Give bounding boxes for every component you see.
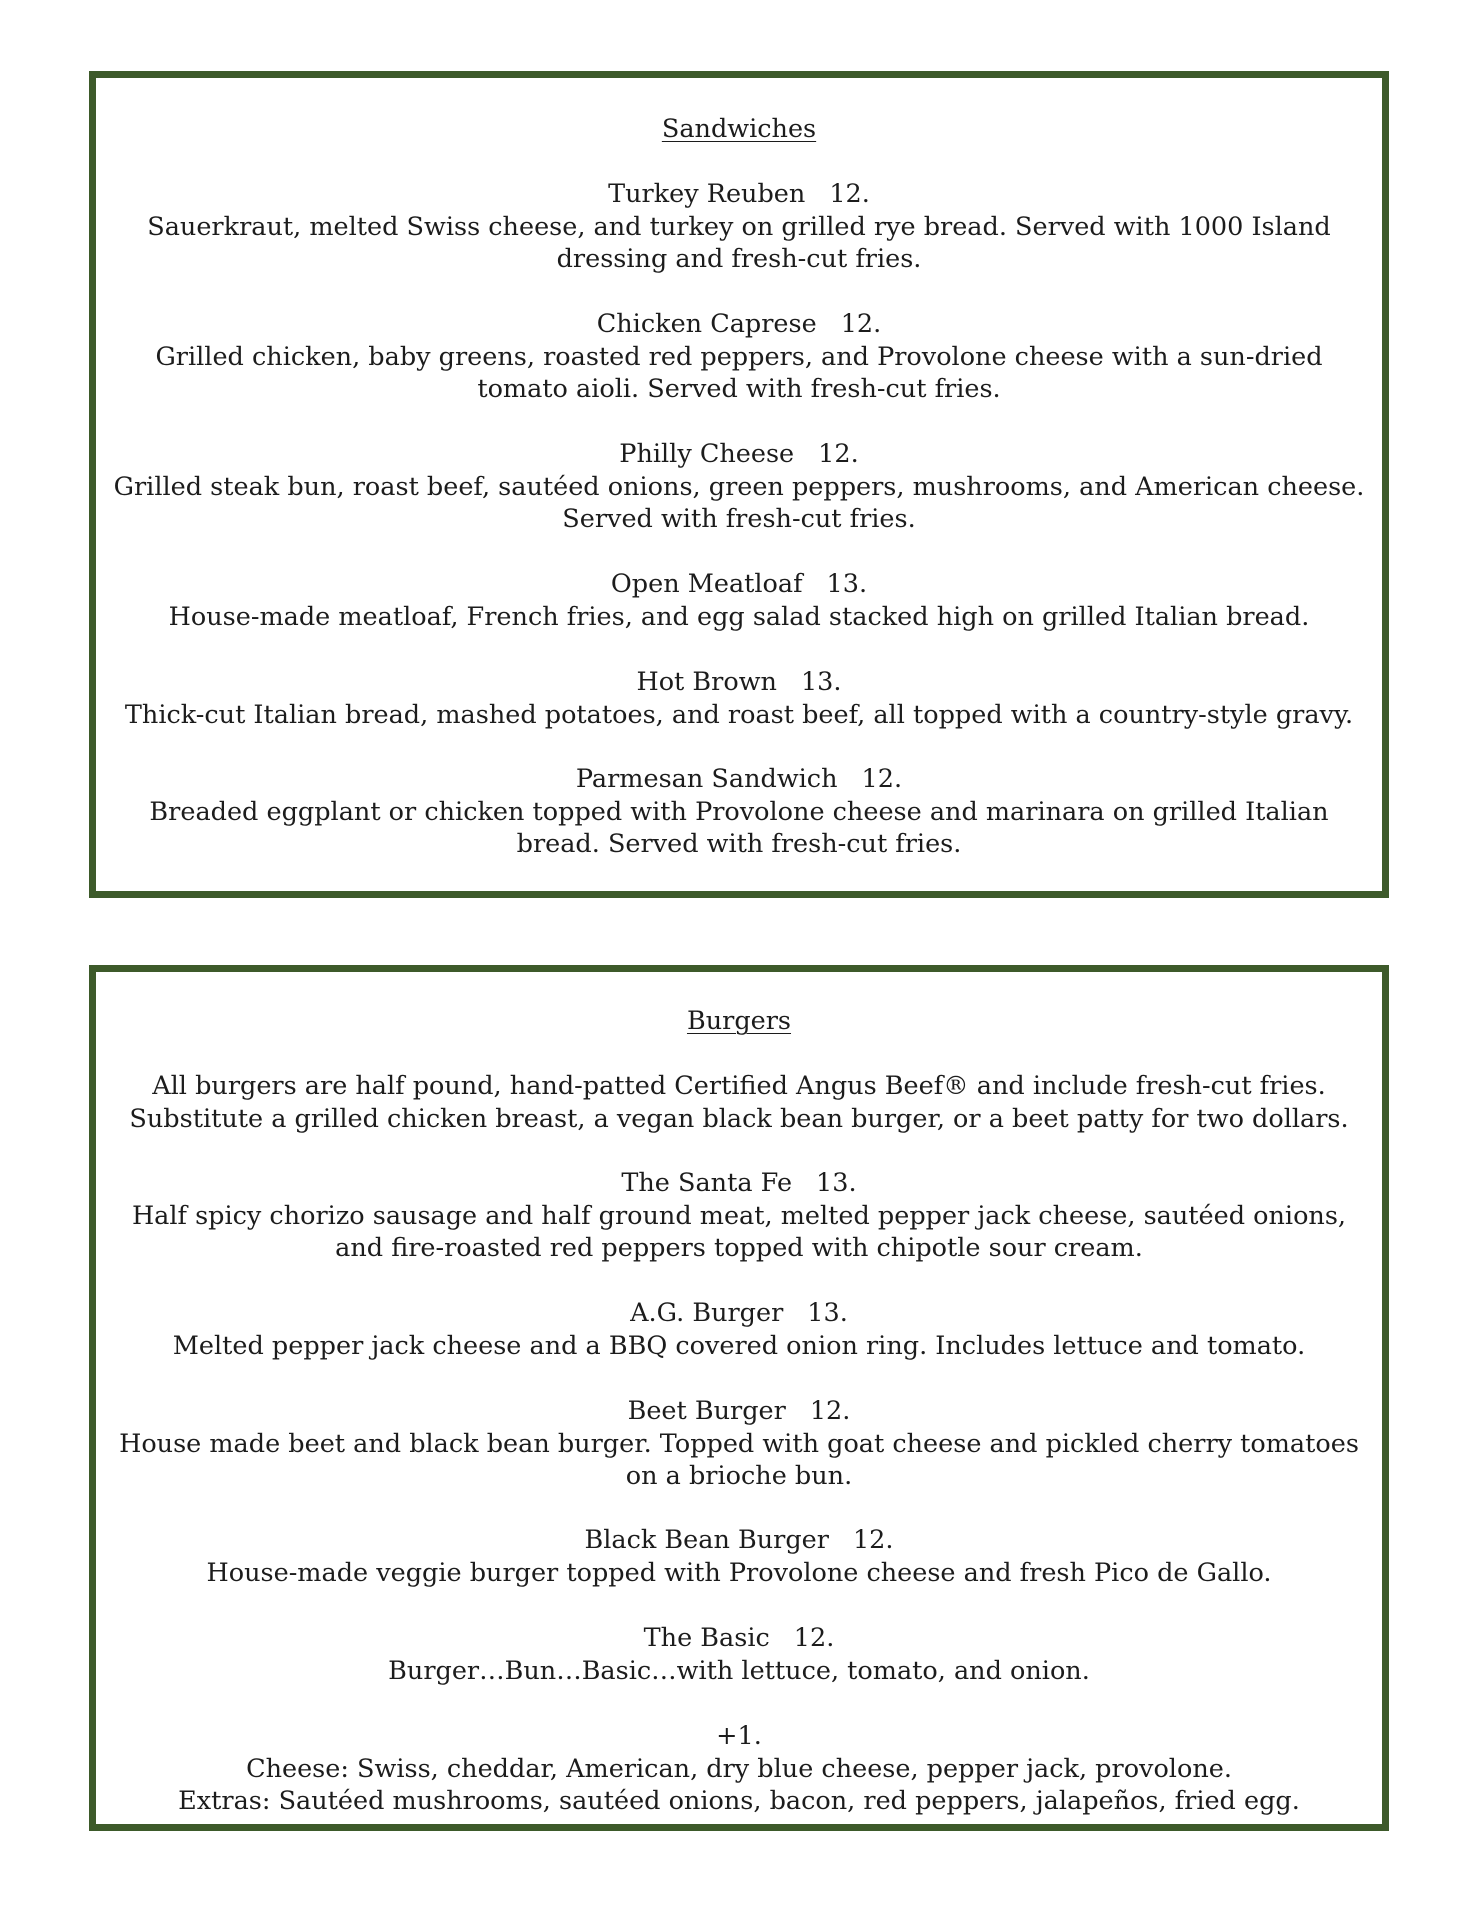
item-description: Grilled steak bun, roast beef, sautéed onions, green peppers, mushrooms, and American cheese. Served with fresh-cut fries.	[113, 471, 1365, 534]
item-name: Turkey Reuben	[608, 179, 806, 209]
item-name: Beet Burger	[627, 1396, 786, 1426]
item-description: Melted pepper jack cheese and a BBQ covered onion ring. Includes lettuce and tomato.	[172, 1330, 1306, 1361]
burger-addons	[110, 1720, 1368, 1818]
item-name: Parmesan Sandwich	[575, 764, 838, 794]
item-description: House-made veggie burger topped with Provolone cheese and fresh Pico de Gallo.	[206, 1557, 1272, 1588]
item-name: A.G. Burger	[630, 1298, 784, 1328]
item-name: The Basic	[643, 1623, 770, 1653]
sandwiches-title: Sandwiches	[661, 114, 817, 144]
item-name: Open Meatloaf	[610, 569, 803, 599]
item-description: Breaded eggplant or chicken topped with Provolone cheese and marinara on grilled Italian bread. Served with fresh-cut fries.	[149, 796, 1329, 859]
item-price: 12.	[793, 1623, 835, 1653]
menu-item-ag-burger	[110, 1297, 1368, 1362]
menu-item-philly-cheese	[110, 438, 1368, 536]
item-name: Philly Cheese	[619, 439, 795, 469]
item-price: 12.	[829, 179, 870, 209]
item-name: The Santa Fe	[621, 1168, 793, 1198]
item-name: Black Bean Burger	[584, 1525, 829, 1555]
item-price: 12.	[818, 439, 859, 469]
item-price: 13.	[816, 1168, 857, 1198]
item-description: Half spicy chorizo sausage and half ground meat, melted pepper jack cheese, sautéed onions, and fire-roasted red peppers topped with chipotle sour cream.	[131, 1200, 1347, 1263]
item-description: House-made meatloaf, French fries, and egg salad stacked high on grilled Italian bread.	[168, 601, 1310, 632]
item-description: Grilled chicken, baby greens, roasted red peppers, and Provolone cheese with a sun-dried tomato aioli. Served with fresh-cut fries.	[155, 341, 1323, 404]
menu-item-turkey-reuben	[110, 178, 1368, 276]
menu-item-parmesan-sandwich	[110, 763, 1368, 861]
menu-item-beet-burger	[110, 1395, 1368, 1493]
menu-item-hot-brown	[110, 666, 1368, 731]
addon-price: +1.	[716, 1721, 762, 1751]
item-price: 13.	[826, 569, 868, 599]
item-description: Burger…Bun…Basic…with lettuce, tomato, and onion.	[388, 1655, 1090, 1686]
item-description: Sauerkraut, melted Swiss cheese, and turkey on grilled rye bread. Served with 1000 Island dressing and fresh-cut fries.	[147, 211, 1331, 274]
item-price: 13.	[807, 1298, 848, 1328]
intro-text: All burgers are half pound, hand-patted Certified Angus Beef® and include fresh-cut fries. Substitute a grilled chicken breast, a vegan black bean burger, or a beet patty for two dollars.	[129, 1071, 1349, 1134]
burgers-intro	[110, 1070, 1368, 1135]
burgers-title: Burgers	[686, 1006, 792, 1036]
item-name: Hot Brown	[636, 667, 777, 697]
item-price: 12.	[861, 764, 903, 794]
menu-item-the-basic	[110, 1622, 1368, 1687]
item-price: 12.	[809, 1396, 851, 1426]
menu-item-open-meatloaf	[110, 568, 1368, 633]
item-description: House made beet and black bean burger. Topped with goat cheese and pickled cherry tomatoes on a brioche bun.	[119, 1428, 1359, 1491]
menu-item-black-bean-burger	[110, 1524, 1368, 1589]
item-price: 13.	[800, 667, 842, 697]
burgers-panel	[89, 965, 1389, 1831]
sandwiches-panel	[89, 71, 1389, 898]
item-description: Thick-cut Italian bread, mashed potatoes, and roast beef, all topped with a country-style gravy.	[124, 699, 1354, 730]
menu-item-the-santa-fe	[110, 1167, 1368, 1265]
addon-extras: Extras: Sautéed mushrooms, sautéed onions, bacon, red peppers, jalapeños, fried egg.	[178, 1786, 1300, 1816]
item-price: 12.	[840, 309, 882, 339]
menu-item-chicken-caprese	[110, 308, 1368, 406]
item-price: 12.	[852, 1525, 894, 1555]
item-name: Chicken Caprese	[596, 309, 817, 339]
addon-cheese: Cheese: Swiss, cheddar, American, dry blue cheese, pepper jack, provolone.	[246, 1753, 1232, 1784]
